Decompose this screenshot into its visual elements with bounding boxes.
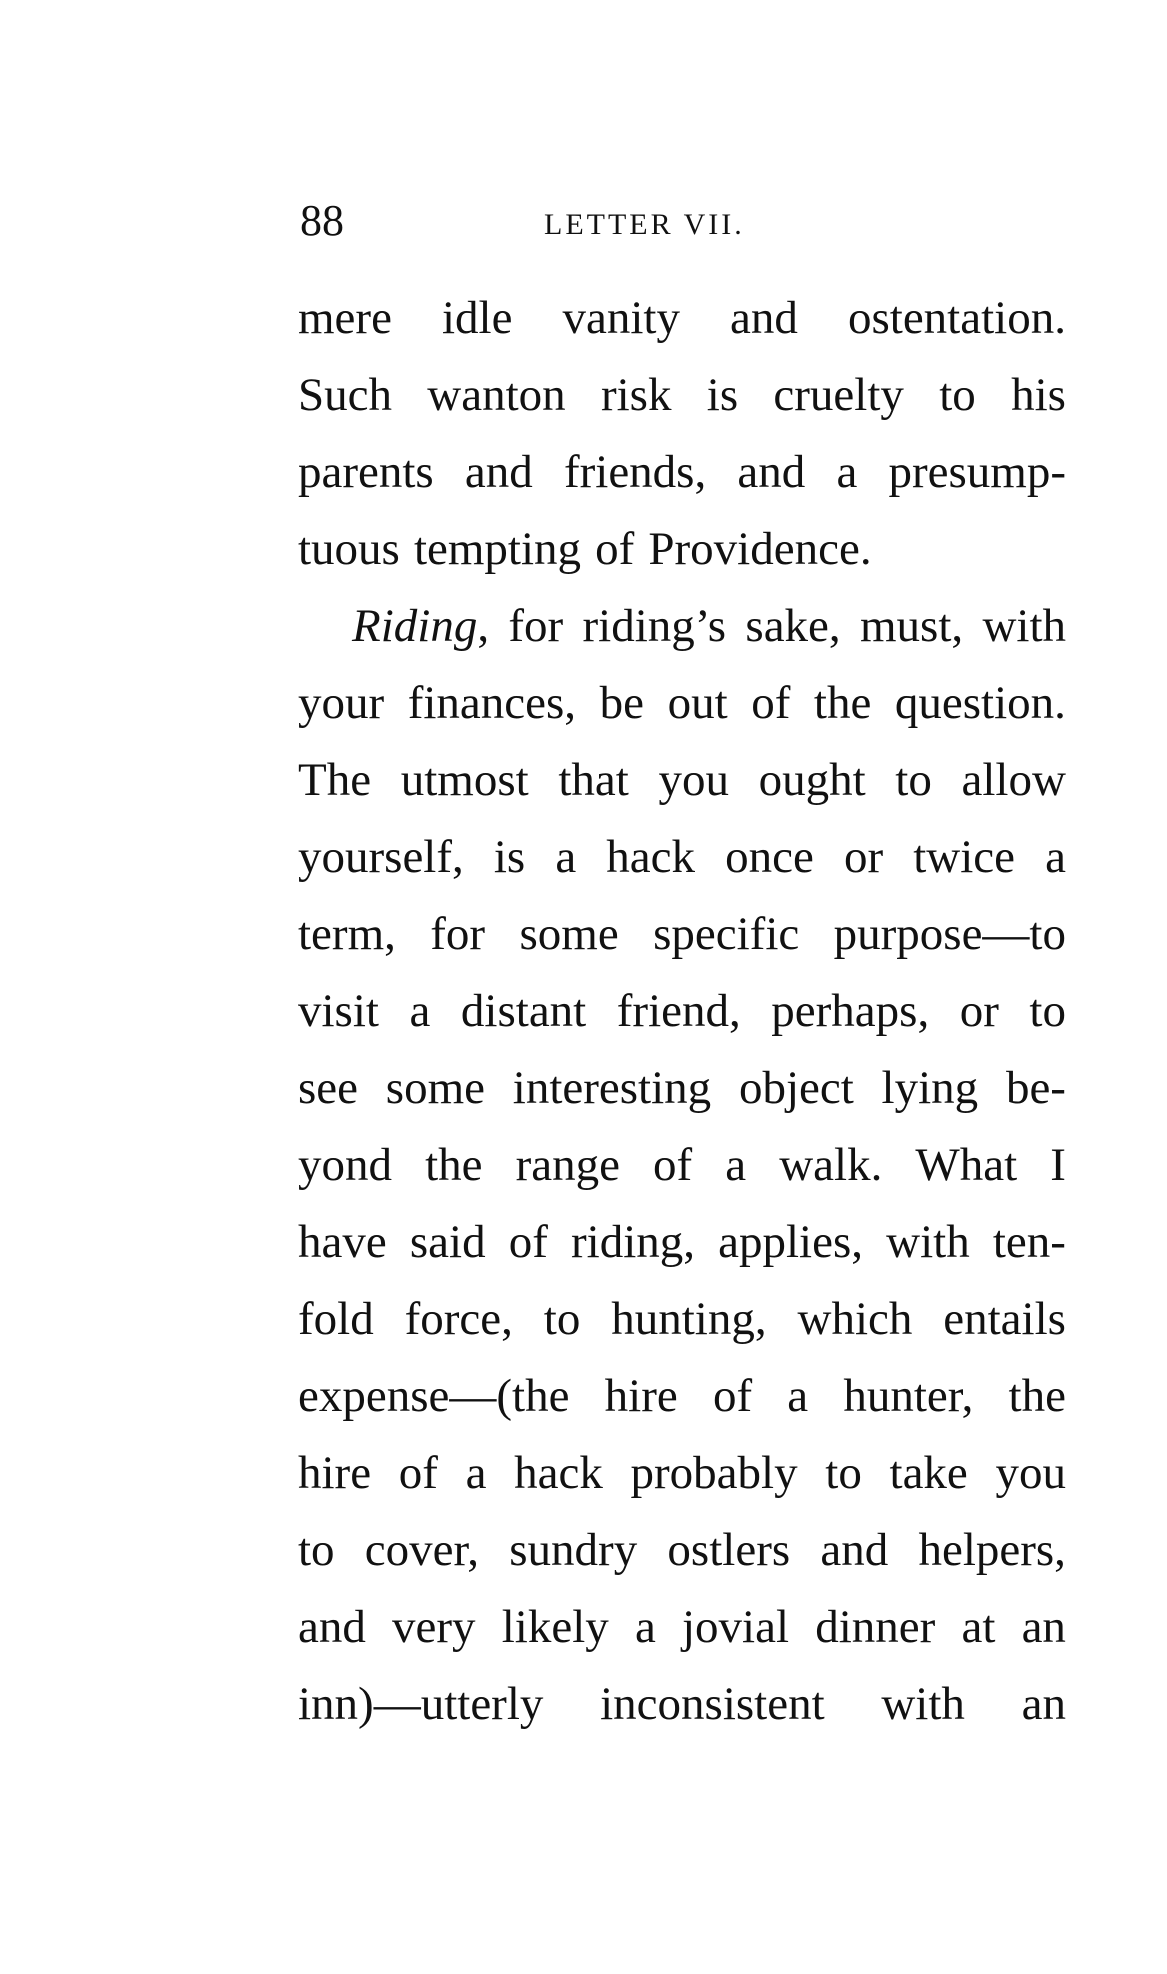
word: be: [599, 677, 644, 729]
text-line: [298, 1512, 1066, 1589]
text-line: [298, 1127, 1066, 1204]
body-text: [298, 280, 1066, 1743]
text-line: [298, 280, 1066, 357]
word: finances,: [407, 677, 577, 729]
text-line: [298, 1666, 1066, 1743]
word: dinner: [815, 1601, 936, 1653]
text-line: [298, 1050, 1066, 1127]
word: some: [519, 908, 619, 960]
word: object: [738, 1062, 854, 1114]
word: ought: [758, 754, 866, 806]
word: Such: [298, 369, 392, 421]
text-line: [298, 511, 1066, 588]
word: hunting,: [611, 1293, 767, 1345]
page-number: 88: [300, 196, 344, 245]
word: once: [725, 831, 814, 883]
word: cover,: [364, 1524, 480, 1576]
word: must,: [859, 600, 964, 652]
word: cruelty: [773, 369, 904, 421]
word: a: [836, 446, 858, 498]
word: of: [398, 1447, 438, 1499]
text-line: [298, 973, 1066, 1050]
word: of: [595, 523, 635, 575]
text-line: [298, 357, 1066, 434]
text-line: [298, 1589, 1066, 1666]
word: yourself,: [298, 831, 464, 883]
word: said: [409, 1216, 486, 1268]
word: see: [298, 1062, 359, 1114]
text-line: [298, 1281, 1066, 1358]
word: likely: [501, 1601, 609, 1653]
word: which: [797, 1293, 913, 1345]
text-line: [298, 1204, 1066, 1281]
word: an: [1021, 1678, 1066, 1730]
word: idle: [441, 292, 513, 344]
word: expense—(the: [298, 1370, 570, 1422]
word: a: [409, 985, 431, 1037]
word: to: [895, 754, 932, 806]
running-title: LETTER VII.: [544, 208, 745, 241]
word: tempting: [413, 523, 582, 575]
word: yond: [298, 1139, 392, 1191]
word: sundry: [509, 1524, 638, 1576]
word: with: [881, 1678, 965, 1730]
word: What: [915, 1139, 1018, 1191]
word: and: [820, 1524, 889, 1576]
word: out: [667, 677, 728, 729]
word: of: [712, 1370, 753, 1422]
word: and: [464, 446, 533, 498]
word: walk.: [779, 1139, 883, 1191]
word: parents: [298, 446, 434, 498]
word: at: [961, 1601, 996, 1653]
word: ostentation.: [847, 292, 1066, 344]
word: vanity: [562, 292, 680, 344]
word: visit: [298, 985, 379, 1037]
word: distant: [460, 985, 587, 1037]
word: is: [706, 369, 739, 421]
word: for: [430, 908, 486, 960]
word: to: [825, 1447, 862, 1499]
word: of: [751, 677, 791, 729]
word: you: [995, 1447, 1066, 1499]
text-line: [298, 665, 1066, 742]
word: twice: [913, 831, 1015, 883]
word: interesting: [512, 1062, 712, 1114]
word: very: [392, 1601, 476, 1653]
word: friends,: [563, 446, 707, 498]
word: you: [658, 754, 729, 806]
text-line: [298, 742, 1066, 819]
text-line: [298, 434, 1066, 511]
word: helpers,: [918, 1524, 1066, 1576]
word: inn)—utterly: [298, 1678, 544, 1730]
word: his: [1011, 369, 1066, 421]
word: for: [508, 600, 564, 652]
word: range: [515, 1139, 620, 1191]
word: entails: [943, 1293, 1066, 1345]
word: a: [725, 1139, 747, 1191]
word: and: [730, 292, 798, 344]
word: to: [298, 1524, 335, 1576]
text-line: [298, 588, 1066, 665]
word: a: [787, 1370, 809, 1422]
word: or: [959, 985, 999, 1037]
word: the: [425, 1139, 483, 1191]
word: hire: [604, 1370, 678, 1422]
word: a: [634, 1601, 656, 1653]
word: question.: [894, 677, 1066, 729]
text-line: [298, 896, 1066, 973]
word: jovial: [682, 1601, 790, 1653]
word: of: [653, 1139, 693, 1191]
word: ostlers: [667, 1524, 791, 1576]
word: Providence.: [648, 523, 872, 575]
word: term,: [298, 908, 396, 960]
word: The: [298, 754, 372, 806]
word: risk: [600, 369, 672, 421]
word: allow: [961, 754, 1066, 806]
text-line: [298, 1435, 1066, 1512]
word: purpose—to: [833, 908, 1066, 960]
word: wanton: [427, 369, 566, 421]
word: to: [543, 1293, 581, 1345]
word: ten-: [992, 1216, 1066, 1268]
word: sake,: [745, 600, 841, 652]
word: inconsistent: [600, 1678, 825, 1730]
word: a: [465, 1447, 487, 1499]
word: probably: [630, 1447, 798, 1499]
word: tuous: [298, 523, 400, 575]
word: to: [1029, 985, 1066, 1037]
text-line: [298, 1358, 1066, 1435]
word: and: [298, 1601, 366, 1653]
word: with: [886, 1216, 970, 1268]
word: mere: [298, 292, 392, 344]
word: specific: [653, 908, 800, 960]
word: be-: [1005, 1062, 1066, 1114]
word: and: [737, 446, 806, 498]
word: your: [298, 677, 385, 729]
word: a: [555, 831, 577, 883]
word: to: [939, 369, 976, 421]
word: hunter,: [843, 1370, 974, 1422]
word: take: [889, 1447, 968, 1499]
word: Riding,: [352, 600, 490, 652]
word: with: [982, 600, 1066, 652]
word: lying: [881, 1062, 979, 1114]
word: riding’s: [582, 600, 727, 652]
word: riding,: [570, 1216, 696, 1268]
word: utmost: [400, 754, 529, 806]
word: hack: [606, 831, 696, 883]
word: the: [1008, 1370, 1066, 1422]
word: friend,: [616, 985, 741, 1037]
word: or: [843, 831, 884, 883]
word: hack: [514, 1447, 603, 1499]
word: the: [813, 677, 872, 729]
word: fold: [298, 1293, 374, 1345]
word: hire: [298, 1447, 372, 1499]
word: that: [558, 754, 629, 806]
word: some: [385, 1062, 485, 1114]
word: have: [298, 1216, 387, 1268]
word: a: [1045, 831, 1066, 883]
word: perhaps,: [771, 985, 930, 1037]
running-head: [300, 196, 780, 246]
word: applies,: [718, 1216, 864, 1268]
word: presump-: [888, 446, 1066, 498]
word: is: [493, 831, 526, 883]
word: I: [1050, 1139, 1066, 1191]
word: an: [1021, 1601, 1066, 1653]
word: force,: [404, 1293, 513, 1345]
text-line: [298, 819, 1066, 896]
word: of: [508, 1216, 548, 1268]
